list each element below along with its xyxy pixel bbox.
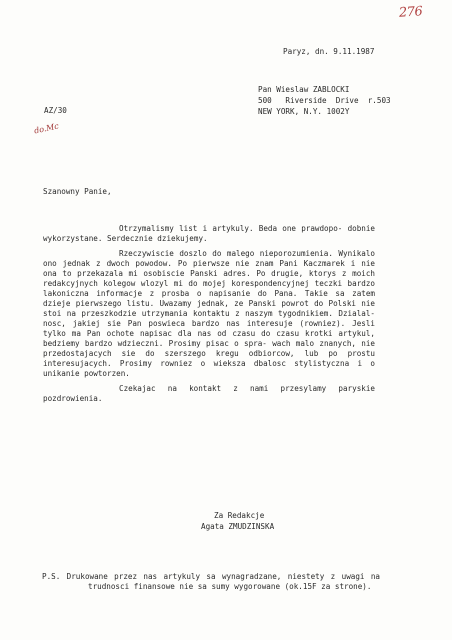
signature-line-1: Za Redakcje xyxy=(214,511,265,520)
postscript xyxy=(42,572,380,592)
date-line: Paryz, dn. 9.11.1987 xyxy=(283,47,375,56)
recipient-city: NEW YORK, N.Y. 1002Y xyxy=(258,107,350,116)
letter-body xyxy=(43,224,375,409)
paragraph-3: Czekajac na kontakt z nami przesylamy paryskie pozdrowienia. xyxy=(43,384,375,403)
handwritten-filing-note: do.Mc xyxy=(33,121,60,136)
paragraph-1: Otrzymalismy list i artykuly. Beda one prawdopo- dobnie wykorzystane. Serdecznie dziekujemy. xyxy=(43,224,375,243)
postscript-text: P.S. Drukowane przez nas artykuly sa wynagradzane, niestety z uwagi na trudnosci finansowe nie sa sumy wygorowane (ok.15F za strone). xyxy=(42,572,380,591)
salutation: Szanowny Panie, xyxy=(43,187,112,196)
recipient-street: 500 Riverside Drive r.503 xyxy=(258,96,391,105)
handwritten-page-number: 276 xyxy=(398,4,423,21)
recipient-name: Pan Wieslaw ZABLOCKI xyxy=(258,85,350,94)
paragraph-2: Rzeczywiscie doszlo do malego nieporozumienia. Wynikalo ono jednak z dwoch powodow. Po pierwsze nie znam Pani Kaczmarek i nie ona to przekazala mi osobiscie Panski adres. Po drugie, ktorys z moich redakcyjnych kolegow wlozyl mi do mojej korespondencyjnej teczki bardzo lakoniczna informacje z prosba o napisanie do Pana. Takie sa zatem dzieje pierwszego listu. Uwazamy jednak, ze Panski powrot do Polski nie stoi na przeszkodzie utrzymania kontaktu z naszym tygodnikiem. Dzialal- nosc, jakiej sie Pan poswieca bardzo nas interesuje (rowniez). Jesli tylko ma Pan ochote napisac dla nas od czasu do czasu krotki artykul, bedziemy bardzo wdzieczni. Prosimy pisac o spra- wach malo znanych, nie przedostajacych sie do szerszego kregu odbiorcow, lub po prostu interesujacych. Prosimy rowniez o wieksza dbalosc stylistyczna i o unikanie powtorzen. xyxy=(43,249,375,378)
reference-code: AZ/30 xyxy=(44,106,67,115)
signature-line-2: Agata ZMUDZINSKA xyxy=(201,522,275,531)
